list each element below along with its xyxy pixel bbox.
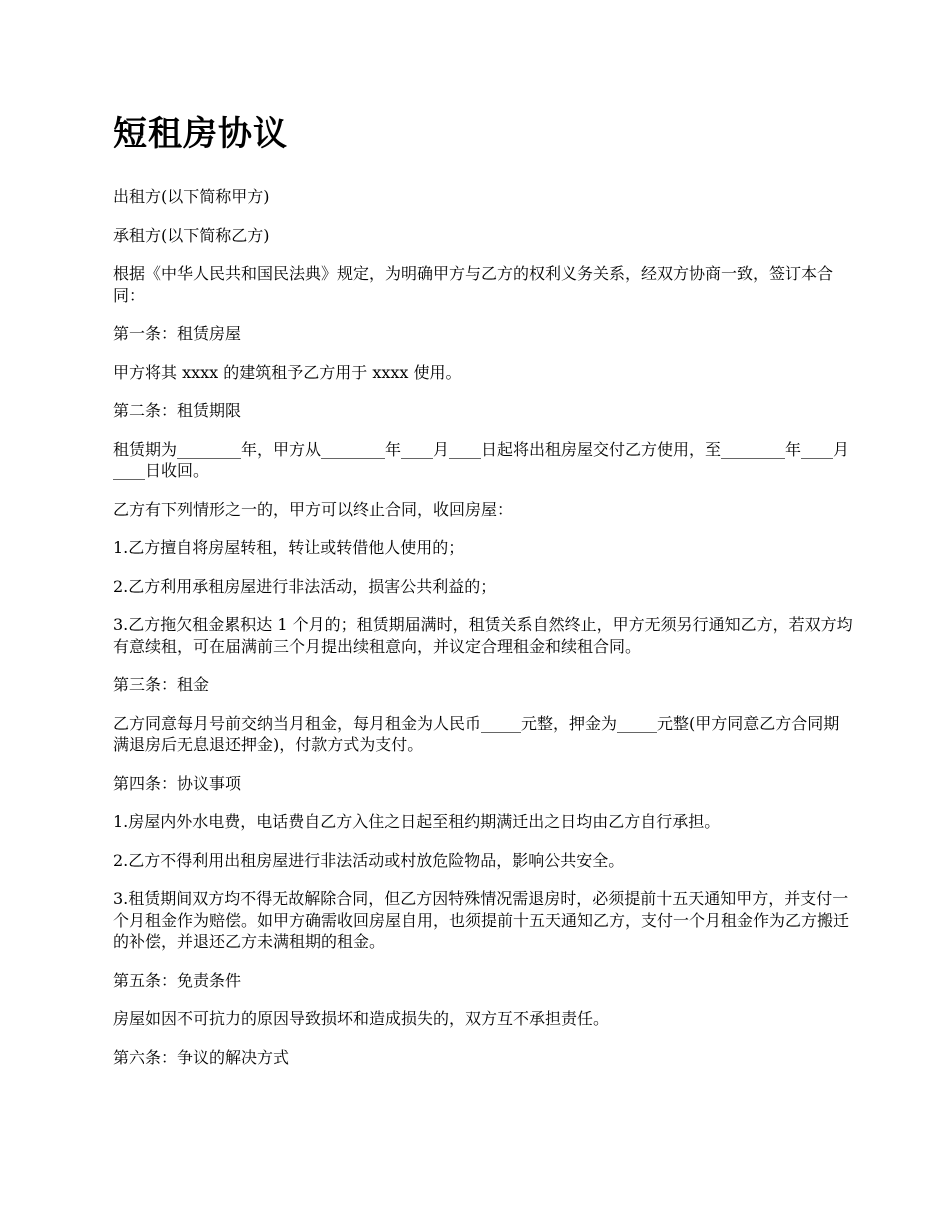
section-heading-1: 第一条：租赁房屋 <box>113 324 242 343</box>
section-heading-6: 第六条：争议的解决方式 <box>113 1047 290 1067</box>
section-heading-4: 第四条：协议事项 <box>113 773 242 793</box>
paragraph-lease-term: 租赁期为________年，甲方从________年____月____日起将出租房屋交付乙方使用，至________年____月____日收回。 <box>113 439 850 480</box>
section-heading-5: 第五条：免责条件 <box>113 970 242 990</box>
list-item-termination-3: 3.乙方拖欠租金累积达 1 个月的；租赁期届满时，租赁关系自然终止，甲方无须另行通知乙方，若双方均有意续租，可在届满前三个月提出续租意向，并议定合理租金和续租合同。 <box>113 615 853 656</box>
paragraph-termination-intro: 乙方有下列情形之一的，甲方可以终止合同，收回房屋： <box>113 499 514 519</box>
list-item-agreement-3: 3.租赁期间双方均不得无故解除合同，但乙方因特殊情况需退房时，必须提前十五天通知甲方，并支付一个月租金作为赔偿。如甲方确需收回房屋自用，也须提前十五天通知乙方，支付一个月租金作为乙方搬迁的补偿，并退还乙方未满租期的租金。 <box>113 889 850 951</box>
paragraph-lessor: 出租方(以下简称甲方) <box>113 187 270 206</box>
list-item-agreement-1: 1.房屋内外水电费，电话费自乙方入住之日起至租约期满迁出之日均由乙方自行承担。 <box>113 812 721 831</box>
paragraph-lessee: 承租方(以下简称乙方) <box>113 225 270 245</box>
list-item-termination-2: 2.乙方利用承租房屋进行非法活动，损害公共利益的； <box>113 576 497 596</box>
paragraph-section-1: 甲方将其 xxxx 的建筑租予乙方用于 xxxx 使用。 <box>113 362 462 382</box>
paragraph-rent: 乙方同意每月号前交纳当月租金，每月租金为人民币_____元整，押金为_____元整(甲方同意乙方合同期满退房后无息退还押金)，付款方式为支付。 <box>113 713 840 754</box>
document-title: 短租房协议 <box>113 114 288 154</box>
list-item-termination-1: 1.乙方擅自将房屋转租，转让或转借他人使用的； <box>113 538 465 557</box>
list-item-agreement-2: 2.乙方不得利用出租房屋进行非法活动或村放危险物品，影响公共安全。 <box>113 850 625 870</box>
paragraph-preamble: 根据《中华人民共和国民法典》规定，为明确甲方与乙方的权利义务关系，经双方协商一致，签订本合同： <box>113 264 834 305</box>
section-heading-3: 第三条：租金 <box>113 675 210 694</box>
paragraph-force-majeure: 房屋如因不可抗力的原因导致损坏和造成损失的，双方互不承担责任。 <box>113 1009 610 1028</box>
section-heading-2: 第二条：租赁期限 <box>113 401 242 420</box>
